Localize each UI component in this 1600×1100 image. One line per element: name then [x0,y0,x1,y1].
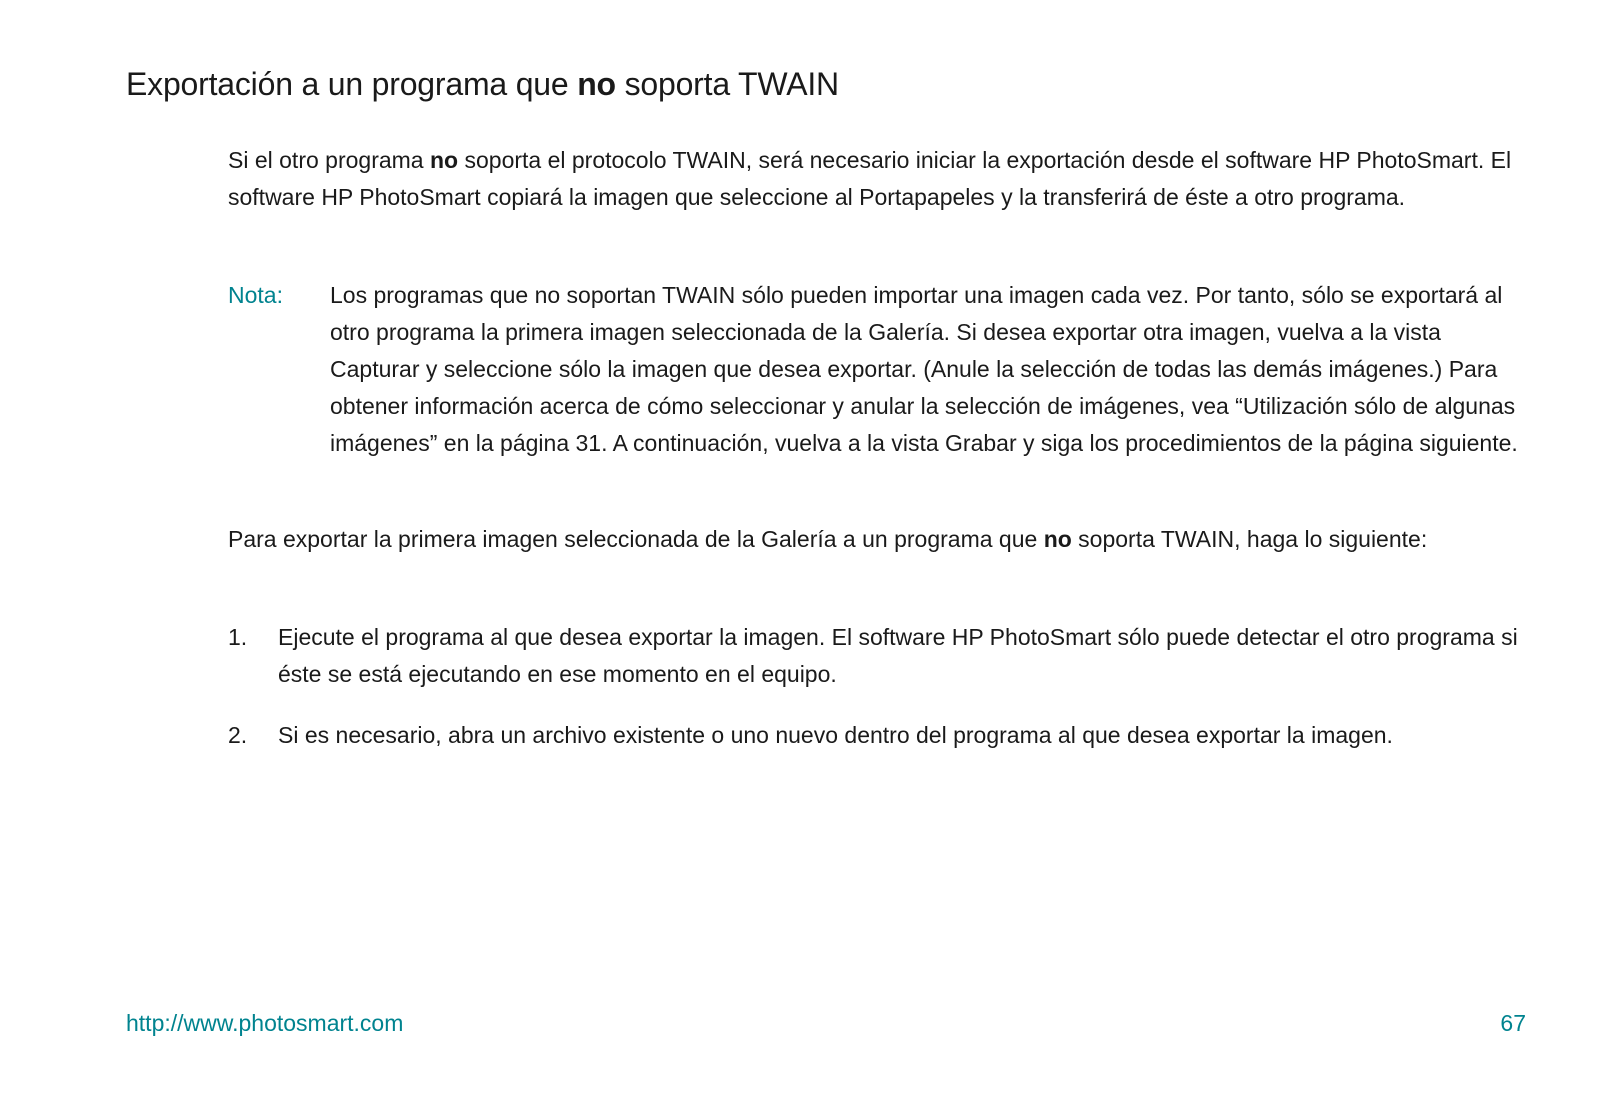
note-text: Los programas que no soportan TWAIN sólo pueden importar una imagen cada vez. Por tanto, sólo se exportará al otro programa la primera imagen seleccionada de la Galería. Si desea exportar otra imagen, vuelva a la vista Capturar y seleccione sólo la imagen que desea exportar. (Anule la selección de todas las demás imágenes.) Para obtener información acerca de cómo seleccionar y anular la selección de imágenes, vea “Utilización sólo de algunas imágenes” en la página 31. A continuación, vuelva a la vista Grabar y siga los procedimientos de la página siguiente. [330,282,1518,456]
step-item [228,717,1528,754]
heading-text-after: soporta TWAIN [615,66,839,102]
intro-paragraph [228,142,1518,216]
note-block [228,277,1518,462]
steps-intro-paragraph [228,521,1518,558]
intro-text-before: Si el otro programa [228,147,430,173]
page-heading [126,66,839,103]
step-number: 2. [228,722,248,748]
footer-url-link[interactable]: http://www.photosmart.com [126,1010,404,1036]
step-text: Ejecute el programa al que desea exportar la imagen. El software HP PhotoSmart sólo puede detectar el otro programa si éste se está ejecutando en ese momento en el equipo. [278,624,1518,687]
intro-text-after: soporta el protocolo TWAIN, será necesario iniciar la exportación desde el software HP PhotoSmart. El software HP PhotoSmart copiará la imagen que seleccione al Portapapeles y la transferirá de éste a otro programa. [228,147,1512,210]
heading-bold-no: no [577,66,616,102]
step-number: 1. [228,624,248,650]
steps-intro-text-before: Para exportar la primera imagen seleccionada de la Galería a un programa que [228,526,1044,552]
steps-intro-text-after: soporta TWAIN, haga lo siguiente: [1071,526,1428,552]
intro-bold-no: no [429,147,459,173]
note-label: Nota: [228,282,283,308]
heading-text-before: Exportación a un programa que [126,66,578,102]
step-text: Si es necesario, abra un archivo existente o uno nuevo dentro del programa al que desea exportar la imagen. [278,722,1393,748]
steps-intro-bold-no: no [1043,526,1072,552]
step-item [228,619,1528,693]
page-number: 67 [1500,1010,1526,1036]
